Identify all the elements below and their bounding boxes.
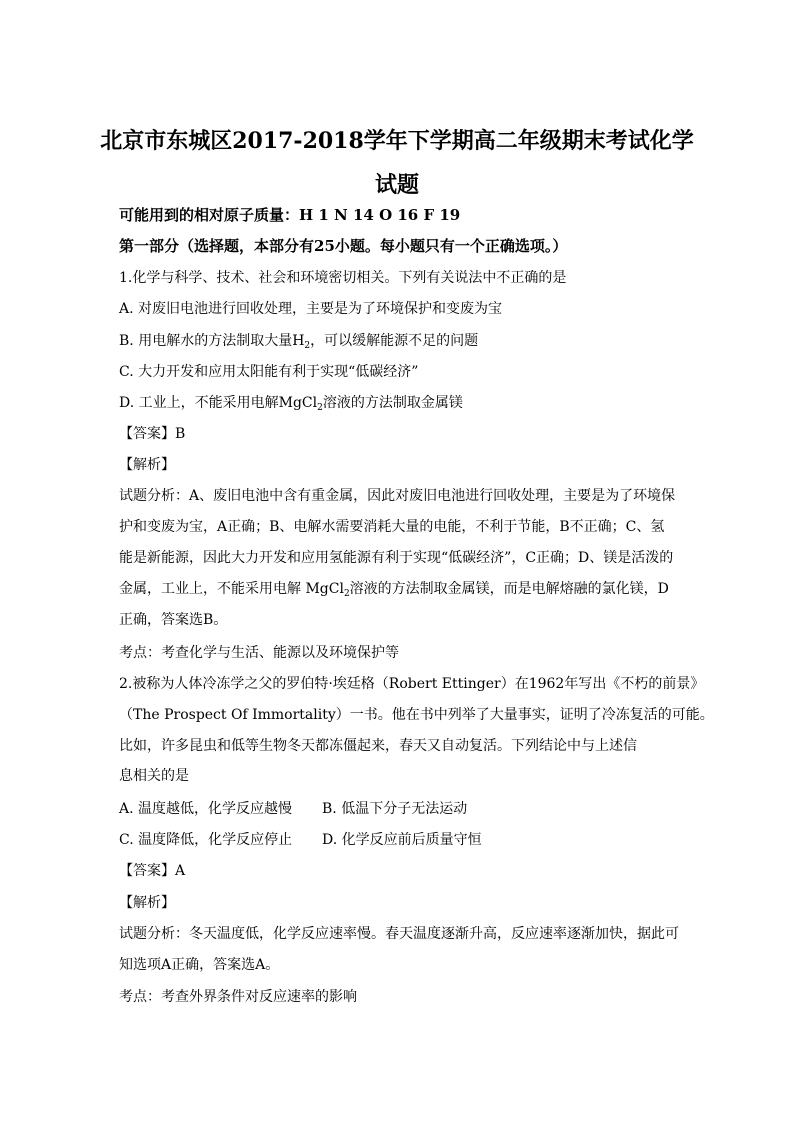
q1-analysis-text: 金属，工业上，不能采用电解 MgCl	[119, 581, 344, 597]
q2-point: 考点：考查外界条件对反应速率的影响	[119, 989, 357, 1005]
q1-option-d-text-end: 溶液的方法制取金属镁	[322, 395, 463, 411]
q2-stem-line: 比如，许多昆虫和低等生物冬天都冻僵起来，春天又自动复活。下列结论中与上述信	[119, 738, 637, 754]
q2-stem-line: 2.被称为人体冷冻学之父的罗伯特·埃廷格（Robert Ettinger）在1962年写出《不朽的前景》	[119, 676, 705, 692]
q1-option-a: A. 对废旧电池进行回收处理，主要是为了环境保护和变废为宝	[119, 301, 503, 317]
q2-analysis-label: 【解析】	[119, 895, 175, 911]
q1-option-d-subscript: 2	[317, 403, 323, 413]
q1-stem: 1.化学与科学、技术、社会和环境密切相关。下列有关说法中不正确的是	[119, 270, 567, 286]
q1-option-b-text: B. 用电解水的方法制取大量H	[119, 333, 305, 349]
q1-answer: 【答案】B	[119, 426, 186, 442]
q1-option-b	[119, 331, 478, 356]
q1-option-d-text: D. 工业上，不能采用电解MgCl	[119, 395, 318, 411]
q1-analysis-line: 试题分析：A、废旧电池中含有重金属，因此对废旧电池进行回收处理，主要是为了环境保	[119, 488, 676, 504]
q1-option-c: C. 大力开发和应用太阳能有利于实现“低碳经济”	[119, 364, 419, 380]
q1-analysis-line: 正确，答案选B。	[119, 612, 228, 628]
q2-analysis-line: 知选项A正确，答案选A。	[119, 957, 280, 973]
q2-options-row-2	[119, 830, 482, 850]
q2-option-a: A. 温度越低，化学反应越慢	[119, 801, 293, 817]
q1-analysis-line: 护和变废为宝，A正确；B、电解水需要消耗大量的电能，不利于节能，B不正确；C、氢	[119, 519, 665, 535]
q2-answer: 【答案】A	[119, 863, 186, 879]
section-heading: 第一部分（选择题，本部分有25小题。每小题只有一个正确选项。）	[119, 237, 568, 255]
q1-option-d	[119, 393, 463, 418]
title-line-2: 试题	[374, 172, 419, 198]
title-line-1: 北京市东城区2017-2018学年下学期高二年级期末考试化学	[100, 128, 694, 154]
q2-option-d: D. 化学反应前后质量守恒	[322, 832, 482, 848]
q1-option-b-text-end: ，可以缓解能源不足的问题	[310, 333, 479, 349]
q2-option-c: C. 温度降低，化学反应停止	[119, 832, 293, 848]
q1-option-b-subscript: 2	[304, 341, 311, 351]
atomic-masses: 可能用到的相对原子质量：H 1 N 14 O 16 F 19	[119, 206, 461, 224]
q2-stem-line: （The Prospect Of Immortality）一书。他在书中列举了大量事实，证明了冷冻复活的可能。	[119, 707, 714, 723]
q1-analysis-label: 【解析】	[119, 457, 175, 473]
q2-stem-line: 息相关的是	[119, 768, 189, 784]
q1-analysis-line	[119, 579, 669, 604]
q2-option-b: B. 低温下分子无法运动	[322, 801, 468, 817]
q1-analysis-line: 能是新能源，因此大力开发和应用氢能源有利于实现“低碳经济”，C正确；D、镁是活泼的	[119, 550, 674, 566]
q2-analysis-line: 试题分析：冬天温度低，化学反应速率慢。春天温度逐渐升高，反应速率逐渐加快，据此可	[119, 926, 679, 942]
q2-options-row-1	[119, 799, 468, 819]
q1-point: 考点：考查化学与生活、能源以及环境保护等	[119, 645, 399, 661]
q1-analysis-text-end: 溶液的方法制取金属镁，而是电解熔融的氯化镁，D	[349, 581, 669, 597]
q1-analysis-subscript: 2	[343, 589, 350, 599]
